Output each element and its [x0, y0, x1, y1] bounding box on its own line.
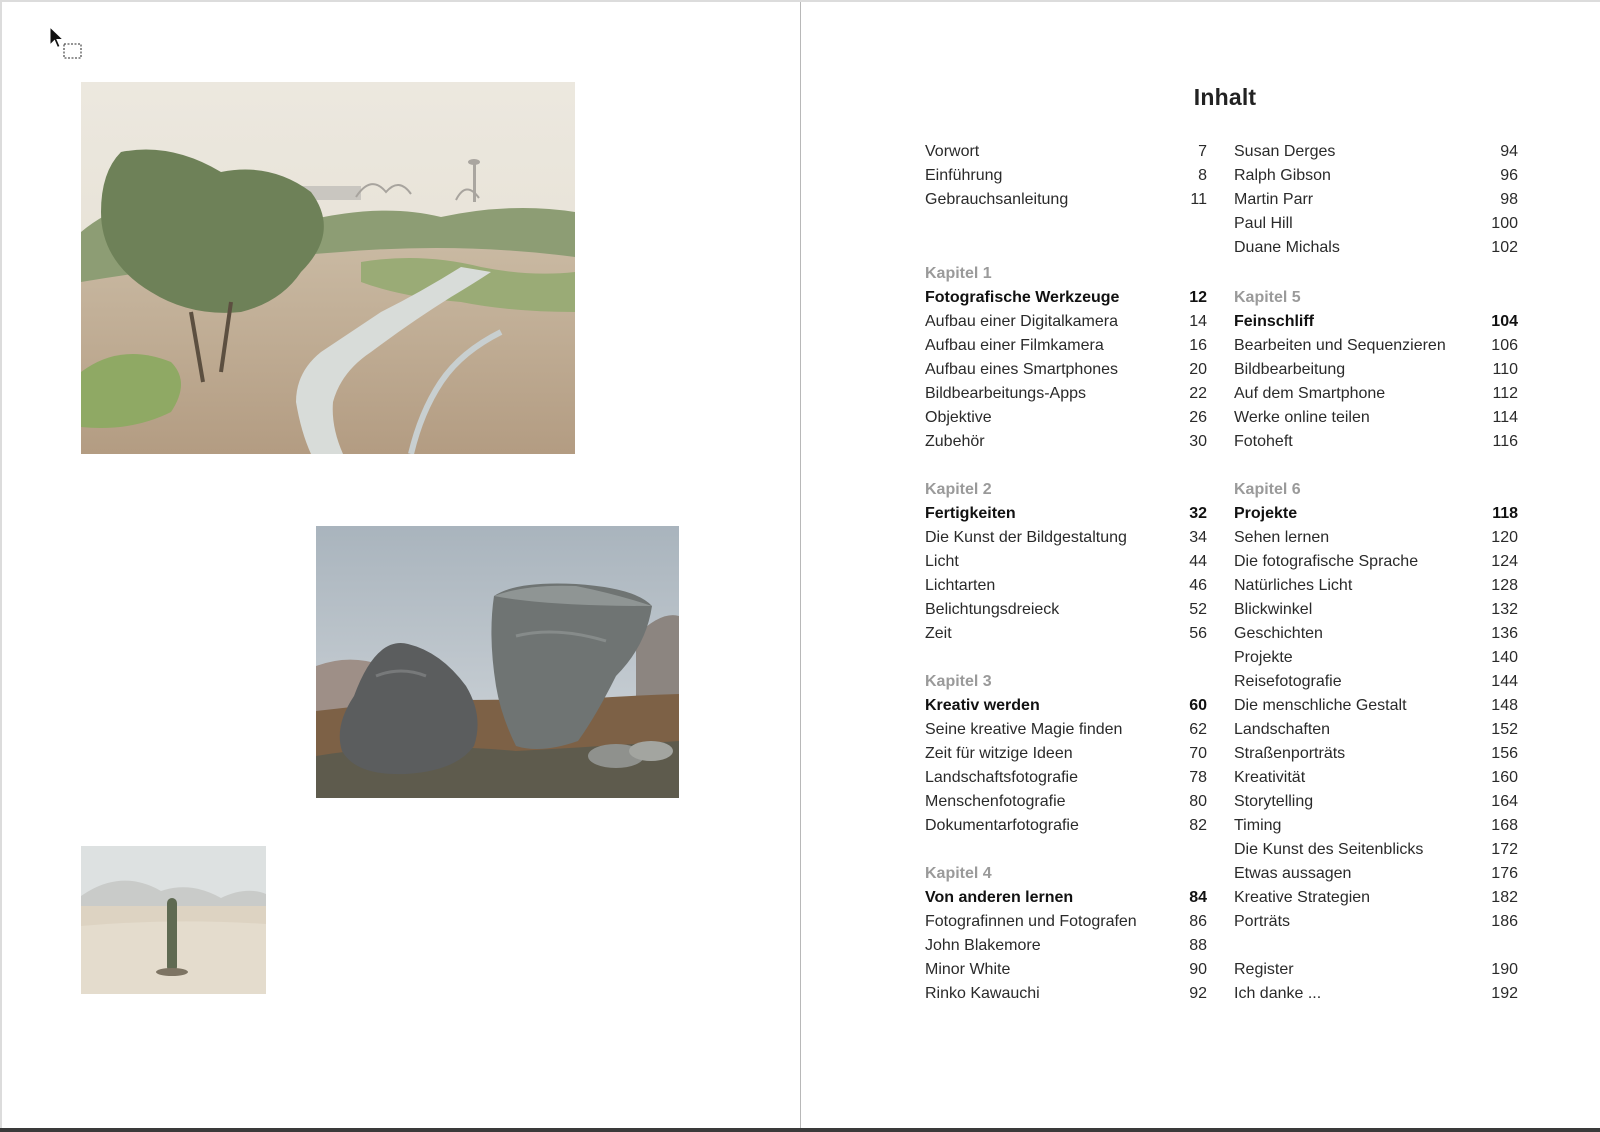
toc-entry-title: Projekte — [1234, 505, 1298, 522]
toc-page-number: 118 — [1492, 505, 1518, 522]
toc-page-number: 172 — [1491, 841, 1518, 858]
toc-entry-title: Dokumentarfotografie — [925, 817, 1079, 834]
toc-page-number: 84 — [1189, 889, 1207, 906]
toc-entry-title: Feinschliff — [1234, 313, 1315, 330]
toc-entry — [1234, 334, 1518, 358]
toc-entry — [925, 140, 1207, 164]
toc-page-number: 52 — [1189, 601, 1207, 618]
toc-entry — [925, 982, 1207, 1006]
toc-entry-title: Projekte — [1234, 649, 1293, 666]
toc-page-number: 98 — [1500, 191, 1518, 208]
toc-entry-title: Fotografinnen und Fotografen — [925, 913, 1137, 930]
toc-page-number: 120 — [1491, 529, 1518, 546]
toc-page-number: 186 — [1491, 913, 1518, 930]
toc-entry-title: Storytelling — [1234, 793, 1314, 810]
toc-entry-title: Kapitel 3 — [925, 673, 992, 690]
page-gutter — [800, 2, 801, 1128]
toc-page-number: 182 — [1491, 889, 1518, 906]
toc-page-number: 152 — [1491, 721, 1518, 738]
toc-page-number: 14 — [1189, 313, 1207, 330]
photo-boulders — [316, 526, 679, 798]
toc-page-number: 32 — [1189, 505, 1207, 522]
toc-page-number: 92 — [1189, 985, 1207, 1002]
toc-entry-title: Die fotografische Sprache — [1234, 553, 1419, 570]
toc-entry — [925, 934, 1207, 958]
toc-entry — [1234, 814, 1518, 838]
toc-entry-title: Licht — [925, 553, 959, 570]
toc-page-number: 82 — [1189, 817, 1207, 834]
toc-entry-title: Martin Parr — [1234, 191, 1314, 208]
toc-entry-title: Minor White — [925, 961, 1011, 978]
toc-entry — [1234, 766, 1518, 790]
toc-chapter-heading — [1234, 502, 1518, 526]
toc-chapter-label — [925, 670, 1207, 694]
toc-entry — [1234, 958, 1518, 982]
toc-entry — [1234, 694, 1518, 718]
toc-entry-title: Aufbau einer Filmkamera — [925, 337, 1104, 354]
toc-entry-title: Die Kunst des Seitenblicks — [1234, 841, 1424, 858]
toc-page-number: 60 — [1189, 697, 1207, 714]
toc-chapter-label — [1234, 286, 1518, 310]
toc-page-number: 144 — [1491, 673, 1518, 690]
toc-entry — [925, 334, 1207, 358]
toc-page-number: 70 — [1189, 745, 1207, 762]
toc-entry — [925, 526, 1207, 550]
toc-entry-title: Reisefotografie — [1234, 673, 1342, 690]
toc-page-number: 176 — [1491, 865, 1518, 882]
toc-entry-title: Fotografische Werkzeuge — [925, 289, 1120, 306]
toc-page-number: 102 — [1491, 239, 1518, 256]
toc-entry-title: Susan Derges — [1234, 143, 1336, 160]
photo-desert-riverbed — [81, 82, 575, 454]
toc-entry-title: Straßenporträts — [1234, 745, 1346, 762]
toc-page-number: 190 — [1491, 961, 1518, 978]
toc-entry — [1234, 838, 1518, 862]
toc-entry — [1234, 862, 1518, 886]
toc-entry — [1234, 188, 1518, 212]
toc-entry — [925, 164, 1207, 188]
toc-page-number: 80 — [1189, 793, 1207, 810]
toc-entry-title: Aufbau einer Digitalkamera — [925, 313, 1118, 330]
toc-page-number: 62 — [1189, 721, 1207, 738]
toc-entry — [925, 598, 1207, 622]
toc-entry — [1234, 910, 1518, 934]
toc-entry-title: Rinko Kawauchi — [925, 985, 1040, 1002]
toc-chapter-label — [925, 478, 1207, 502]
toc-entry — [1234, 164, 1518, 188]
toc-entry — [925, 188, 1207, 212]
toc-entry — [925, 622, 1207, 646]
toc-page-number: 164 — [1491, 793, 1518, 810]
toc-page-number: 16 — [1189, 337, 1207, 354]
toc-entry-title: Von anderen lernen — [925, 889, 1074, 906]
toc-page-number: 140 — [1491, 649, 1518, 666]
toc-page-number: 114 — [1492, 409, 1518, 426]
toc-entry-title: Paul Hill — [1234, 215, 1293, 232]
toc-entry-title: Kapitel 1 — [925, 265, 992, 282]
toc-entry-title: Kapitel 5 — [1234, 289, 1301, 306]
toc-entry-title: Vorwort — [925, 143, 980, 160]
toc-page-number: 56 — [1189, 625, 1207, 642]
toc-page-number: 90 — [1189, 961, 1207, 978]
toc-entry-title: Kreative Strategien — [1234, 889, 1371, 906]
toc-entry-title: Fotoheft — [1234, 433, 1293, 450]
toc-entry — [1234, 790, 1518, 814]
toc-entry-title: Zeit — [925, 625, 952, 642]
toc-entry-title: Seine kreative Magie finden — [925, 721, 1123, 738]
toc-entry — [925, 958, 1207, 982]
toc-entry-title: Zubehör — [925, 433, 985, 450]
toc-page-number: 22 — [1189, 385, 1207, 402]
toc-entry-title: Werke online teilen — [1234, 409, 1370, 426]
toc-page-number: 78 — [1189, 769, 1207, 786]
toc-page-number: 106 — [1491, 337, 1518, 354]
toc-page-number: 192 — [1491, 985, 1518, 1002]
toc-entry-title: Landschaften — [1234, 721, 1331, 738]
toc-entry-title: Gebrauchsanleitung — [925, 191, 1069, 208]
toc-entry-title: Geschichten — [1234, 625, 1323, 642]
toc-page-number: 160 — [1491, 769, 1518, 786]
toc-entry — [925, 310, 1207, 334]
toc-entry-title: Ich danke ... — [1234, 985, 1322, 1002]
toc-entry — [1234, 982, 1518, 1006]
toc-entry-title: Kreativ werden — [925, 697, 1040, 714]
toc-entry — [1234, 382, 1518, 406]
toc-page-number: 44 — [1189, 553, 1207, 570]
toc-page-number: 112 — [1492, 385, 1518, 402]
toc-chapter-label — [925, 262, 1207, 286]
toc-entry-title: Sehen lernen — [1234, 529, 1330, 546]
toc-entry-title: Kapitel 4 — [925, 865, 992, 882]
toc-page-number: 30 — [1189, 433, 1207, 450]
toc-entry — [1234, 574, 1518, 598]
toc-page-number: 124 — [1491, 553, 1518, 570]
toc-entry — [925, 718, 1207, 742]
toc-entry — [1234, 598, 1518, 622]
toc-entry — [925, 406, 1207, 430]
toc-entry — [1234, 886, 1518, 910]
toc-page-number: 128 — [1491, 577, 1518, 594]
toc-entry — [925, 382, 1207, 406]
toc-entry — [1234, 406, 1518, 430]
toc-entry-title: Natürliches Licht — [1234, 577, 1353, 594]
toc-chapter-heading — [1234, 310, 1518, 334]
toc-page-number: 8 — [1198, 167, 1207, 184]
toc-chapter-heading — [925, 694, 1207, 718]
toc-page-number: 46 — [1189, 577, 1207, 594]
toc-entry-title: Landschaftsfotografie — [925, 769, 1078, 786]
toc-page-number: 94 — [1500, 143, 1518, 160]
toc-entry — [925, 766, 1207, 790]
toc-chapter-label — [1234, 478, 1518, 502]
frame-bottom-border — [0, 1128, 1600, 1132]
toc-entry — [925, 358, 1207, 382]
toc-entry — [1234, 358, 1518, 382]
toc-entry — [1234, 670, 1518, 694]
toc-page-number: 26 — [1189, 409, 1207, 426]
toc-page-number: 156 — [1491, 745, 1518, 762]
cursor-select-icon — [48, 26, 88, 62]
toc-page-number: 132 — [1491, 601, 1518, 618]
toc-entry-title: Zeit für witzige Ideen — [925, 745, 1073, 762]
toc-entry-title: Blickwinkel — [1234, 601, 1313, 618]
toc-page-number: 34 — [1189, 529, 1207, 546]
photo-desert-cactus — [81, 846, 266, 994]
toc-chapter-heading — [925, 502, 1207, 526]
toc-entry — [925, 574, 1207, 598]
toc-entry — [925, 430, 1207, 454]
toc-entry-title: Die Kunst der Bildgestaltung — [925, 529, 1127, 546]
toc-entry-title: Porträts — [1234, 913, 1291, 930]
toc-entry — [1234, 430, 1518, 454]
toc-entry-title: John Blakemore — [925, 937, 1041, 954]
toc-entry-title: Bildbearbeitungs-Apps — [925, 385, 1086, 402]
toc-entry-title: Menschenfotografie — [925, 793, 1066, 810]
toc-entry-title: Belichtungsdreieck — [925, 601, 1060, 618]
toc-page-number: 148 — [1491, 697, 1518, 714]
toc-entry-title: Aufbau eines Smartphones — [925, 361, 1119, 378]
toc-entry-title: Etwas aussagen — [1234, 865, 1352, 882]
toc-entry — [925, 814, 1207, 838]
toc-page-number: 86 — [1189, 913, 1207, 930]
toc-chapter-heading — [925, 286, 1207, 310]
toc-entry — [1234, 236, 1518, 260]
toc-page-number: 96 — [1500, 167, 1518, 184]
toc-page-number: 88 — [1189, 937, 1207, 954]
toc-entry-title: Kapitel 2 — [925, 481, 992, 498]
toc-entry-title: Lichtarten — [925, 577, 996, 594]
toc-entry-title: Auf dem Smartphone — [1234, 385, 1386, 402]
frame-left-border — [0, 0, 2, 1132]
toc-entry — [1234, 140, 1518, 164]
toc-page-number: 136 — [1491, 625, 1518, 642]
toc-entry-title: Kapitel 6 — [1234, 481, 1301, 498]
toc-entry-title: Die menschliche Gestalt — [1234, 697, 1407, 714]
toc-page-number: 11 — [1190, 191, 1207, 208]
toc-entry-title: Timing — [1234, 817, 1282, 834]
toc-entry-title: Bildbearbeitung — [1234, 361, 1346, 378]
toc-entry — [1234, 718, 1518, 742]
toc-entry-title: Einführung — [925, 167, 1003, 184]
toc-page-number: 12 — [1189, 289, 1207, 306]
toc-chapter-label — [925, 862, 1207, 886]
toc-entry-title: Fertigkeiten — [925, 505, 1016, 522]
toc-entry — [1234, 212, 1518, 236]
toc-entry-title: Ralph Gibson — [1234, 167, 1331, 184]
toc-entry — [925, 742, 1207, 766]
toc-entry-title: Kreativität — [1234, 769, 1306, 786]
toc-page-number: 110 — [1492, 361, 1518, 378]
toc-page-number: 104 — [1491, 313, 1518, 330]
toc-chapter-heading — [925, 886, 1207, 910]
toc-entry — [925, 790, 1207, 814]
toc-entry — [1234, 742, 1518, 766]
toc-entry-title: Register — [1234, 961, 1294, 978]
toc-entry — [1234, 646, 1518, 670]
toc-page-number: 116 — [1492, 433, 1518, 450]
toc-page-number: 7 — [1198, 143, 1207, 160]
toc-entry-title: Bearbeiten und Sequenzieren — [1234, 337, 1446, 354]
toc-title: Inhalt — [1193, 84, 1257, 110]
toc-entry-title: Duane Michals — [1234, 239, 1340, 256]
toc-page-number: 168 — [1491, 817, 1518, 834]
toc-entry — [925, 550, 1207, 574]
toc-page-number: 100 — [1491, 215, 1518, 232]
toc-entry — [925, 910, 1207, 934]
toc-entry — [1234, 526, 1518, 550]
toc-entry — [1234, 550, 1518, 574]
toc-entry-title: Objektive — [925, 409, 992, 426]
toc-page-number: 20 — [1189, 361, 1207, 378]
toc-entry — [1234, 622, 1518, 646]
